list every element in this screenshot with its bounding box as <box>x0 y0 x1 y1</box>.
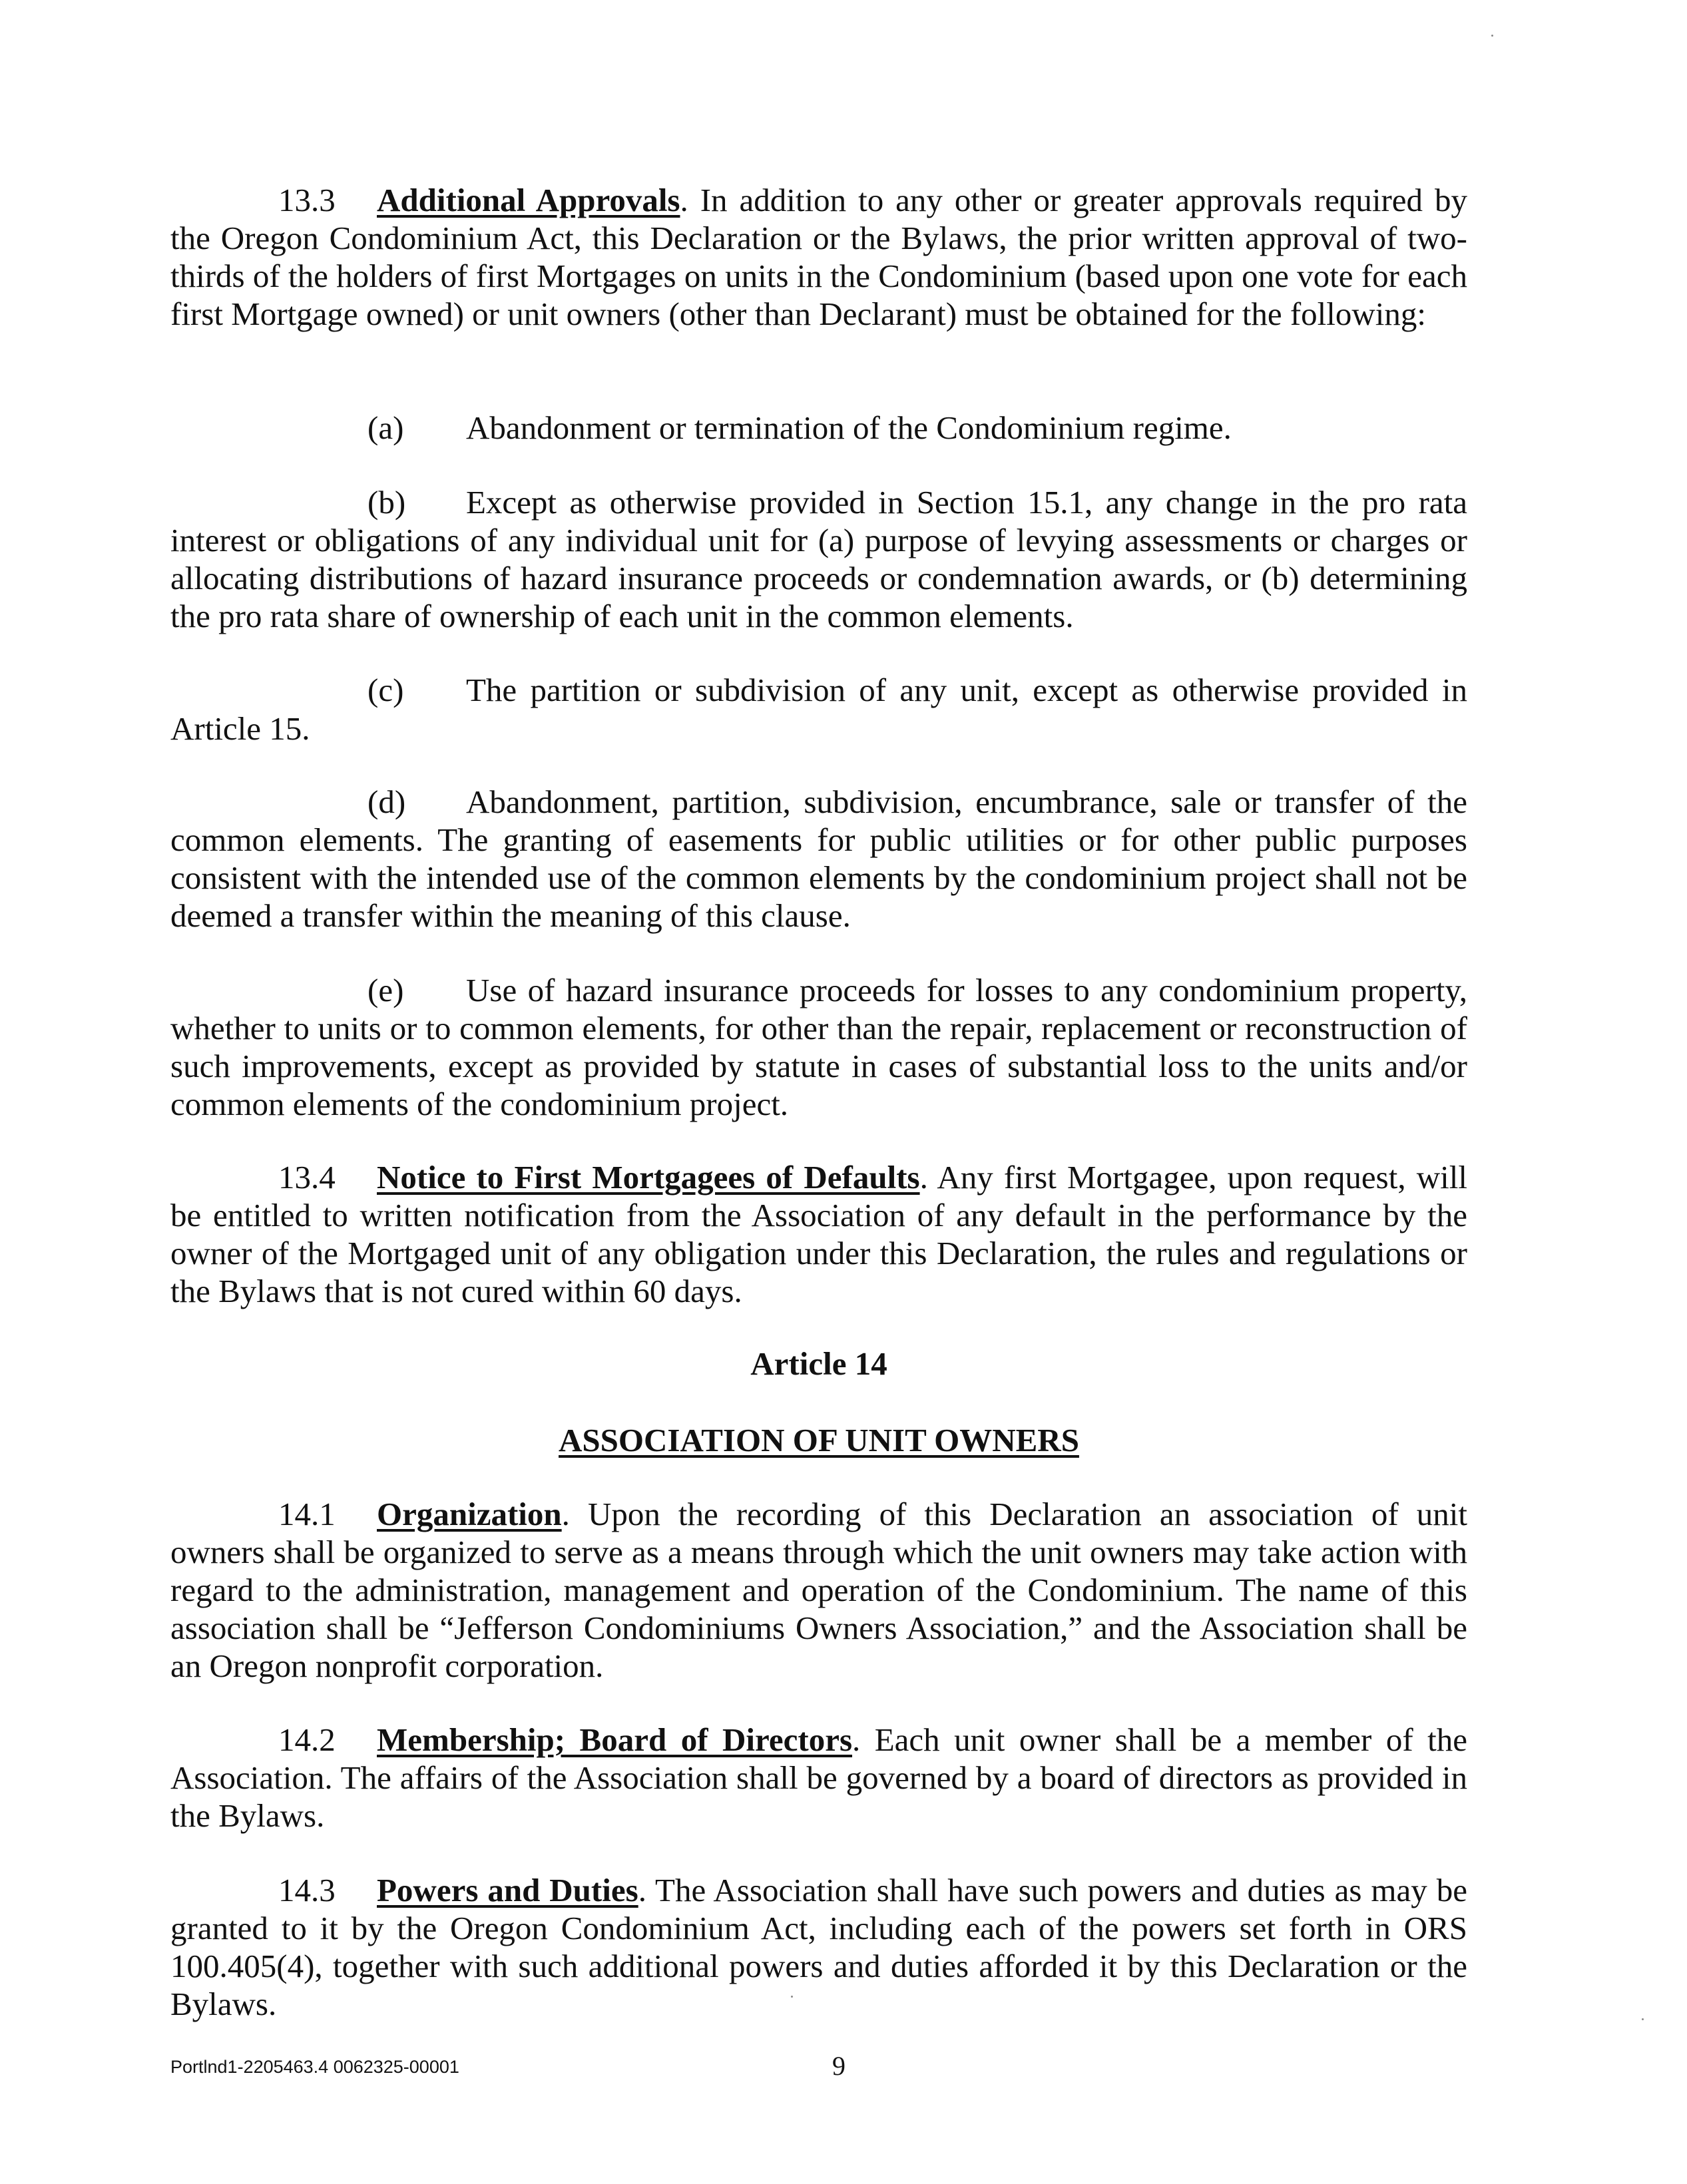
section-body: . Each unit owner shall be a member of the Association. The affairs of the Association shall be governed by a board of directors as provided in the Bylaws. <box>170 1721 1467 1834</box>
item-c-continuation: Article 15. <box>170 710 310 747</box>
section-14-1 <box>170 1495 1467 1685</box>
article-title: Article 14 <box>750 1345 887 1382</box>
section-14-2 <box>170 1721 1467 1835</box>
item-text: Use of hazard insurance proceeds for losses to any condominium property, whether to units or to common elements, for other than the repair, replacement or reconstruction of such improvements, except as provided by statute in cases of substantial loss to the units and/or common elements of the condominium project. <box>170 972 1467 1122</box>
item-b <box>170 483 1467 635</box>
section-13-3 <box>170 181 1467 333</box>
section-13-4 <box>170 1158 1467 1310</box>
section-body: . Any first Mortgagee, upon request, will be entitled to written notification from the Association of any default in the performance by the owner of the Mortgaged unit of any obligation under this Declaration, the rules and regulations or the Bylaws that is not cured within 60 days. <box>170 1159 1467 1309</box>
section-number: 13.4 <box>278 1159 336 1196</box>
section-body: . In addition to any other or greater approvals required by the Oregon Condominium Act, this Declaration or the Bylaws, the prior written approval of two-thirds of the holders of first Mortgages on units in the Condominium (based upon one vote for each first Mortgage owned) or unit owners (other than Declarant) must be obtained for the following: <box>170 182 1467 332</box>
section-body: . The Association shall have such powers and duties as may be granted to it by the Oregon Condominium Act, including each of the powers set forth in ORS 100.405(4), together with such additional powers and duties afforded it by this Declaration or the Bylaws. <box>170 1872 1467 2022</box>
scan-speck <box>1642 2018 1644 2020</box>
item-text: Abandonment, partition, subdivision, encumbrance, sale or transfer of the common elements. The granting of easements for public utilities or for other public purposes consistent with the intended use of the common elements by the condominium project shall not be deemed a transfer within the meaning of this clause. <box>170 783 1467 934</box>
item-text: Except as otherwise provided in Section 15.1, any change in the pro rata interest or obligations of any individual unit for (a) purpose of levying assessments or charges or allocating distributions of hazard insurance proceeds or condemnation awards, or (b) determining the pro rata share of ownership of each unit in the common elements. <box>170 484 1467 634</box>
section-heading: Membership; Board of Directors <box>377 1721 853 1758</box>
section-heading: Notice to First Mortgagees of Defaults <box>377 1159 920 1196</box>
section-number: 13.3 <box>278 182 336 218</box>
section-body: . Upon the recording of this Declaration an association of unit owners shall be organized to serve as a means through which the unit owners may take action with regard to the administration, management and operation of the Condominium. The name of this association shall be “Jefferson Condominiums Owners Association,” and the Association shall be an Oregon nonprofit corporation. <box>170 1496 1467 1684</box>
item-label: (c) <box>367 672 404 708</box>
item-a <box>170 409 1467 447</box>
section-number: 14.1 <box>278 1496 336 1532</box>
scan-speck <box>791 1996 793 1998</box>
item-text: The partition or subdivision of any unit, except as otherwise provided in <box>466 672 1467 708</box>
document-id: Portlnd1-2205463.4 0062325-00001 <box>170 2057 459 2077</box>
section-number: 14.3 <box>278 1872 336 1908</box>
section-number: 14.2 <box>278 1721 336 1758</box>
item-label: (d) <box>367 783 406 820</box>
item-d <box>170 783 1467 935</box>
item-c <box>170 671 1467 709</box>
section-14-3 <box>170 1871 1467 2023</box>
item-label: (b) <box>367 484 406 521</box>
item-label: (a) <box>367 409 404 446</box>
item-text: Abandonment or termination of the Condominium regime. <box>466 409 1232 446</box>
item-e <box>170 971 1467 1123</box>
article-subtitle-text: ASSOCIATION OF UNIT OWNERS <box>559 1422 1079 1458</box>
article-subtitle <box>170 1421 1467 1459</box>
scan-speck <box>1491 35 1493 37</box>
section-heading: Organization <box>377 1496 562 1532</box>
section-heading: Powers and Duties <box>377 1872 638 1908</box>
item-label: (e) <box>367 972 404 1008</box>
page-number: 9 <box>832 2051 845 2081</box>
section-heading: Additional Approvals <box>377 182 680 218</box>
